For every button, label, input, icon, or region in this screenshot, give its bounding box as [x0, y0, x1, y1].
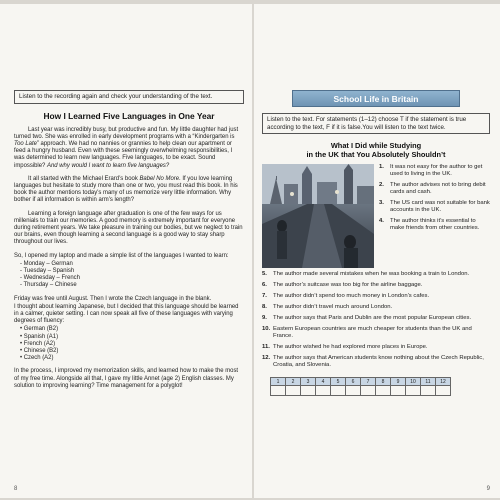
- statement-3: 3. The US card was not suitable for bank accounts in the UK.: [379, 200, 490, 214]
- article-title: How I Learned Five Languages in One Year: [43, 110, 215, 121]
- fluency-list: [20, 326, 244, 362]
- statement-12: 12. The author says that American students know nothing about the Czech Republic, Croatia, and Slovenia.: [262, 355, 484, 369]
- page-number: 9: [486, 486, 490, 492]
- list-item: • Chinese (B2): [20, 348, 59, 355]
- paragraph-3: Learning a foreign language after graduation is one of the few ways for us millenials to train our memories. A good memory is extremely important for everyone during retirement years. We take pleasure in training our bodies, but we neglect to train our brains, even though learning a second language is a good way to stay sharp throughout our lives.: [14, 210, 243, 246]
- answer-cell[interactable]: [316, 386, 331, 396]
- london-street-photo: [262, 164, 374, 268]
- answer-cell[interactable]: [271, 386, 286, 396]
- answer-cell[interactable]: [436, 386, 451, 396]
- statement-6: 6. The author’s suitcase was too big for the airline baggage.: [262, 282, 423, 289]
- statement-11: 11. The author wished he had explored more places in Europe.: [262, 344, 428, 351]
- answer-number: 2: [286, 378, 301, 386]
- listening-instruction: Listen to the text. For statements (1–12) choose T if the statement is true according to the text, F if it is false.You will listen to the text twice.: [262, 113, 490, 134]
- answer-cell[interactable]: [406, 386, 421, 396]
- statement-9: 9. The author says that Paris and Dublin are the most popular European cities.: [262, 315, 472, 322]
- answer-number: 10: [406, 378, 421, 386]
- answer-number: 8: [376, 378, 391, 386]
- paragraph-2: It all started with the Michael Erard’s book Babel No More. If you love learning languages but hesitate to study more than one or two, you must read this book. In his book the author mentions today’s many of us memorize very little information. Why bother if all information is within arm’s length?: [14, 175, 238, 204]
- statement-10: 10. Eastern European countries are much cheaper for students than the UK and France.: [262, 326, 472, 340]
- list-item: - Wednesday – French: [20, 275, 80, 282]
- list-item: - Tuesday – Spanish: [20, 268, 75, 275]
- answer-cell[interactable]: [391, 386, 406, 396]
- article-title: What I Did while Studying in the UK that You Absolutely Shouldn’t: [306, 141, 446, 160]
- answer-number: 9: [391, 378, 406, 386]
- answer-number: 11: [421, 378, 436, 386]
- answer-number: 4: [316, 378, 331, 386]
- answer-cell[interactable]: [286, 386, 301, 396]
- answer-number: 6: [346, 378, 361, 386]
- statement-1: 1. It was not easy for the author to get used to living in the UK.: [379, 164, 483, 178]
- statement-8: 8. The author didn’t travel much around London.: [262, 304, 393, 311]
- statement-2: 2. The author advises not to bring debit cards and cash.: [379, 182, 486, 196]
- answer-table: [270, 377, 451, 396]
- answer-number: 12: [436, 378, 451, 386]
- left-page: [0, 4, 252, 498]
- list-item: • French (A2): [20, 340, 56, 347]
- paragraph-7: In the process, I improved my memorization skills, and learned how to make the most of my free time. Alongside all that, I gave my little Annet (age 2) English classes. My solution to improving learning? Time management for a polyglot!: [14, 368, 239, 389]
- paragraph-4: So, I opened my laptop and made a simple list of the languages I wanted to learn:: [14, 252, 229, 259]
- statement-4: 4. The author thinks it’s essential to make friends from other countries.: [379, 218, 480, 232]
- answer-number: 7: [361, 378, 376, 386]
- section-banner: School Life in Britain: [292, 90, 460, 107]
- statement-7: 7. The author didn’t spend too much money in London’s cafes.: [262, 293, 430, 300]
- list-item: • Czech (A2): [20, 355, 54, 362]
- list-item: - Thursday – Chinese: [20, 282, 77, 289]
- answer-cell[interactable]: [331, 386, 346, 396]
- paragraph-5: Friday was free until August. Then I wrote the Czech language in the blank.: [14, 295, 212, 302]
- page-number: 8: [14, 486, 18, 492]
- answer-number: 5: [331, 378, 346, 386]
- listening-instruction: Listen to the recording again and check your understanding of the text.: [14, 90, 244, 104]
- list-item: • Spanish (A1): [20, 333, 59, 340]
- paragraph-1: Last year was incredibly busy, but productive and fun. My little daughter had just turned two. She was enrolled in early development programs with a “Kindergarten is Too Late” approach. We had no nannies or grannies to help clean our apartment or feed a hungry husband. Even with these seemingly overwhelming responsibilities, I was determined to learn new languages. Five languages, to be exact. Sound impossible? And why would I want to learn five languages?: [14, 126, 239, 169]
- answer-cell[interactable]: [301, 386, 316, 396]
- answer-cell[interactable]: [346, 386, 361, 396]
- photo-illustration: [262, 164, 374, 268]
- list-item: • German (B2): [20, 326, 59, 333]
- answer-cell[interactable]: [421, 386, 436, 396]
- answer-cell[interactable]: [376, 386, 391, 396]
- right-page: [254, 4, 500, 498]
- list-item: - Monday – German: [20, 260, 73, 267]
- day-list: [20, 261, 244, 290]
- statement-5: 5. The author made several mistakes when he was booking a train to London.: [262, 271, 470, 278]
- paragraph-6: I thought about learning Japanese, but I decided that this language should be learned in a calmer, quieter setting. I can now speak all five of these languages with varying degrees of fluency:: [14, 303, 239, 325]
- answer-cell[interactable]: [361, 386, 376, 396]
- answer-number: 3: [301, 378, 316, 386]
- answer-number: 1: [271, 378, 286, 386]
